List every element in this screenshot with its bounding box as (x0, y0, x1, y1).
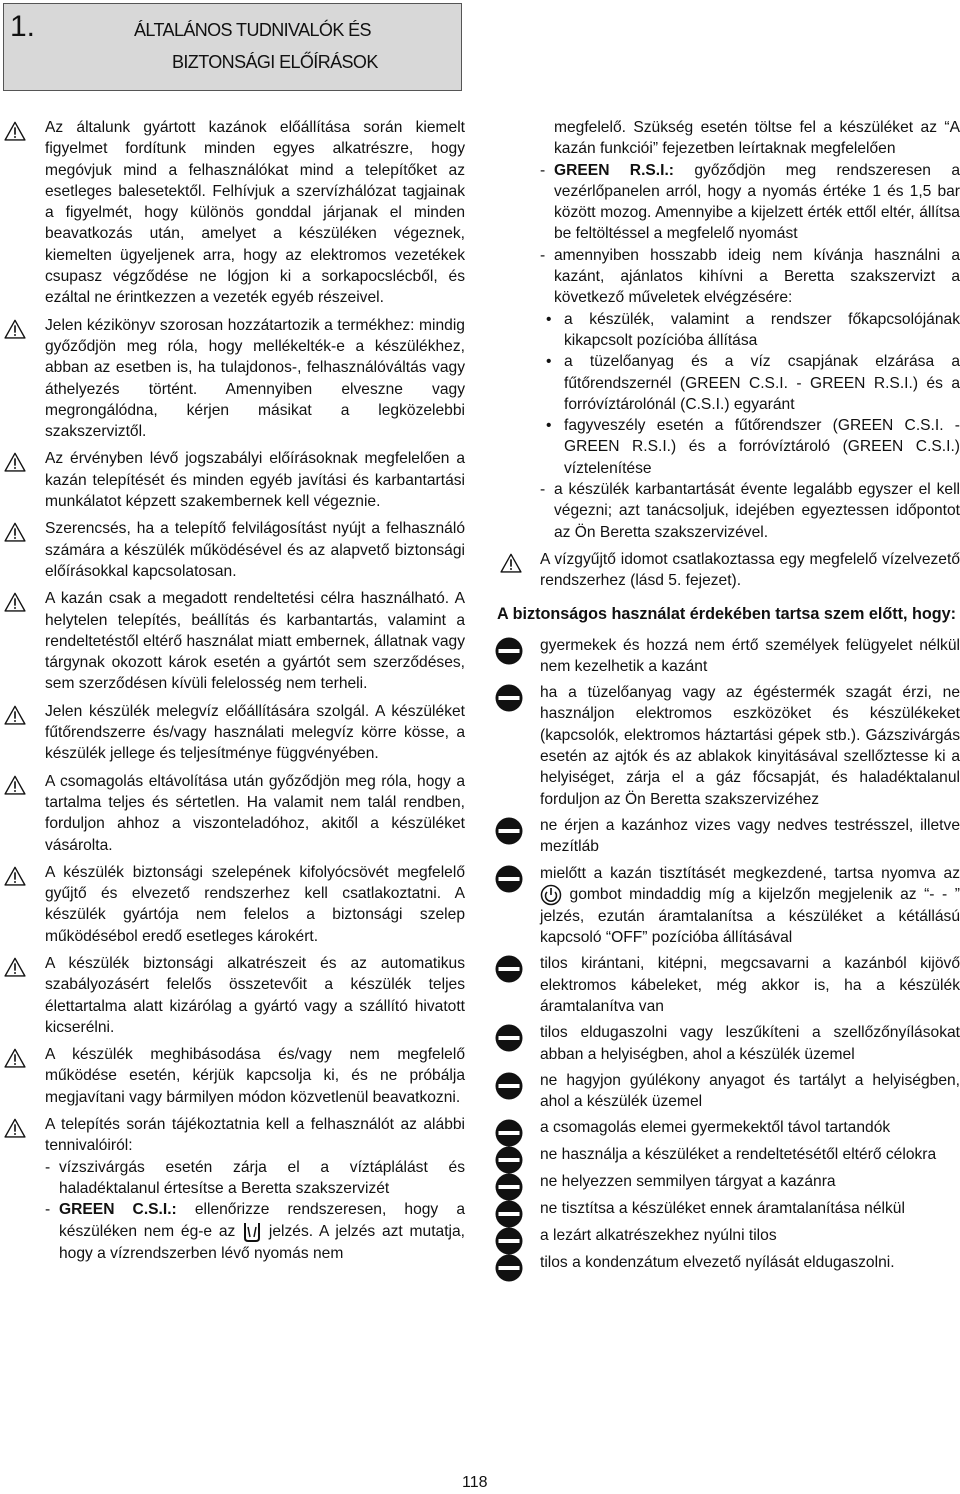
warning-paragraph (0, 315, 465, 443)
rule-text: mielőtt a kazán tisztításét megkezdené, tartsa nyomva az (540, 864, 960, 882)
bullet-text: fagyveszély esetén a fűtőrendszer (GREEN C.S.I. - GREEN R.S.I.) és a forróvíztároló (GREEN C.S.I.) víztelenítése (564, 417, 960, 477)
rule-text: ne tisztítsa a készüléket ennek áramtalanítása nélkül (540, 1200, 905, 1218)
paragraph-text: A készülék meghibásodása és/vagy nem megfelelő működése esetén, kérjük kapcsolja ki, és ne próbálja megjavítani vagy bármilyen módon közvetlenül beavatkozni. (45, 1046, 465, 1106)
prohibition-icon (495, 1173, 523, 1201)
rule-text: ne használja a készüléket a rendeltetésétől eltérő célokra (540, 1146, 937, 1164)
bullet-item (540, 309, 960, 352)
rule-text: tilos kirántani, kitépni, megcsavarni a kazánból kijövő elektromos kábeleket, még akkor is, ha a készülék áramtalanítva van (540, 955, 960, 1015)
bullet-dot: • (546, 417, 552, 435)
warning-icon (500, 552, 522, 574)
prohibition-icon (495, 955, 523, 983)
prohibition-icon (495, 1024, 523, 1052)
rule-item (490, 1252, 960, 1274)
warning-paragraph (0, 771, 465, 856)
warning-icon (4, 956, 26, 978)
bullet-item (540, 415, 960, 479)
warning-paragraph (0, 862, 465, 947)
warning-paragraph (0, 1044, 465, 1108)
warning-icon (4, 120, 26, 142)
paragraph-text: Jelen kézikönyv szorosan hozzátartozik a termékhez: mindig győződjön meg róla, hogy mellékelték-e a készülékhez, abban az esetben is, ha tulajdonos-, felhasználóváltás vagy áthelyezés történt. Amennyiben elveszne vagy megrongálódna, kérjen másikat a legközelebbi szakszerviztől. (45, 316, 465, 441)
warning-icon (4, 865, 26, 887)
dash-item (45, 1199, 465, 1264)
prohibition-icon (495, 817, 523, 845)
rule-text: ne helyezzen semmilyen tárgyat a kazánra (540, 1173, 836, 1191)
prohibition-icon (495, 1200, 523, 1228)
paragraph-text: Az érvényben lévő jogszabályi előírásoknak megfelelően a kazán telepítését és minden egyéb javítási és karbantartási munkálatot képzett szakembernek kell végeznie. (45, 450, 465, 511)
rule-text: a lezárt alkatrészekhez nyúlni tilos (540, 1227, 777, 1245)
rule-item (490, 635, 960, 678)
paragraph-text: A csomagolás eltávolítása után győződjön meg róla, hogy a tartalma teljes és sértetlen. Ha valamit nem talál rendben, forduljon ahhoz a viszonteladóhoz, akitől a készüléket vásárolta. (45, 772, 465, 854)
rule-item (490, 682, 960, 810)
prohibition-icon (495, 1072, 523, 1100)
continued-text: megfelelő. Szükség esetén töltse fel a készüléket az “A kazán funkciói” fejezetben leírtaknak megfelelően (554, 119, 960, 158)
warning-icon (4, 451, 26, 473)
low-pressure-icon (242, 1221, 262, 1243)
rule-text: ne hagyjon gyúlékony anyagot és tartályt a helyiségben, ahol a készülék üzemel (540, 1071, 960, 1111)
rule-text: gyermekek és hozzá nem értő személyek felügyelet nélkül nem kezelhetik a kazánt (540, 636, 960, 675)
prohibition-icon (495, 684, 523, 712)
warning-icon (4, 521, 26, 543)
rule-item (490, 815, 960, 858)
bullet-item (540, 351, 960, 415)
dash-item (45, 1157, 465, 1200)
rule-text: gombot mindaddig míg a kijelzőn megjelenik az “- - ” jelzés, ezután áramtalanítsa a készüléket a kétállású kapcsoló “OFF” pozícióba állításával (540, 885, 960, 947)
paragraph-text: Az általunk gyártott kazánok előállítása során kiemelt figyelmet fordítunk minden egyes alkatrészre, hogy megóvjuk mind a felhasználókat mind a telepítőket az esetleges balesetektől. Felhívjuk a szervízhálózat tagjainak a figyelmét, hogy különös gonddal járjanak el minden beavatkozás után, amelyet a készüléken végeznek, kiemelten ügyeljenek arra, hogy az elektromos vezetékek csupasz végződése ne lógjon ki a sorkapocslécből, és ezáltal ne érintkezzen a vezeték egyéb részeivel. (45, 119, 465, 307)
rule-item (490, 1225, 960, 1247)
bullet-text: a tüzelőanyag és a víz csapjának elzárása a fűtőrendszernél (GREEN C.S.I. - GREEN R.S.I.) és a forróvíztárolónál (C.S.I.) egyaránt (564, 353, 960, 413)
rule-text: ne érjen a kazánhoz vizes vagy nedves testrésszel, illetve mezítláb (540, 816, 960, 856)
power-button-icon (540, 884, 562, 906)
bullet-text: a készülék, valamint a rendszer főkapcsolójának kikapcsolt pozícióba állítása (564, 310, 960, 349)
warning-paragraph (0, 588, 465, 694)
dash-item-text: ellenőrizze rendszeresen, hogy a készüléken nem ég-e az (59, 1201, 465, 1240)
prohibition-icon (495, 1146, 523, 1174)
paragraph-text: A kazán csak a megadott rendeltetési célra használható. A helytelen telepítés, beállítás és karbantartás, valamint a rendeltetéstől eltérő használat miatt embernek, állatnak vagy tárgynak okozott károk esetén a gyártót sem szerződéses, sem szerződésen kívüli felelosség nem terheli. (45, 590, 465, 693)
rule-item (490, 953, 960, 1017)
warning-icon (4, 1047, 26, 1069)
rule-item (490, 1144, 960, 1166)
dash-item-text: amennyiben hosszabb ideig nem kívánja használni a kazánt, ajánlatos kihívni a Beretta szakszervizt a következő műveletek elvégzésére: (554, 246, 960, 307)
rule-text: tilos a kondenzátum elvezető nyílását eldugaszolni. (540, 1254, 895, 1272)
left-column (0, 117, 465, 1264)
rule-item (490, 1070, 960, 1113)
rule-item (490, 863, 960, 949)
rule-item (490, 1171, 960, 1193)
paragraph-text: A telepítés során tájékoztatnia kell a felhasználót az alábbi tennivalóiról: (45, 1116, 465, 1155)
chapter-title-line1: ÁLTALÁNOS TUDNIVALÓK ÉS (134, 20, 371, 40)
rule-item (490, 1117, 960, 1139)
dash-item-text: győződjön meg rendszeresen a vezérlőpanelen arról, hogy a nyomás értéke 1 és 1,5 bar között mozog. Amennyibe a kijelzett érték ettől eltér, állítsa be feltöltéssel a megfelelő nyomást (554, 161, 960, 243)
prohibition-icon (495, 1119, 523, 1147)
warning-icon (4, 704, 26, 726)
paragraph-text: A készülék biztonsági alkatrészeit és az automatikus szabályozásért felelős összetevőit a készülék teljes élettartalma alatt kizárólag a gyártó vagy a szállító hivatott kicserélni. (45, 954, 465, 1036)
model-label: GREEN C.S.I.: (59, 1201, 177, 1219)
dash-item (540, 479, 960, 543)
warning-paragraph (0, 953, 465, 1038)
chapter-number: 1. (10, 10, 36, 43)
installer-duties-list (0, 1157, 465, 1264)
dash-item-text: jelzés. A jelzés azt mutatja, hogy a vízrendszerben lévő nyomás nem (59, 1222, 466, 1262)
bullet-dot: • (546, 310, 552, 328)
prohibition-icon (495, 1254, 523, 1282)
rule-text: a csomagolás elemei gyermekektől távol tartandók (540, 1119, 891, 1137)
warning-icon (4, 318, 26, 340)
warning-icon (4, 774, 26, 796)
warning-paragraph (490, 549, 960, 592)
continued-list (490, 117, 960, 543)
dash-item (540, 160, 960, 245)
warning-icon (4, 591, 26, 613)
right-column (490, 117, 960, 1279)
chapter-title-line2: BIZTONSÁGI ELŐÍRÁSOK (172, 52, 378, 72)
rule-item (490, 1198, 960, 1220)
warning-paragraph (0, 117, 465, 309)
rule-text: tilos eldugaszolni vagy leszűkíteni a szellőzőnyílásokat abban a helyiségben, ahol a készülék üzemel (540, 1024, 960, 1063)
rule-item (490, 1022, 960, 1065)
section-title: A biztonságos használat érdekében tartsa szem előtt, hogy: (497, 604, 957, 623)
dash-item-text: vízszivárgás esetén zárja el a víztáplálást és haladéktalanul értesítse a Beretta szakszervizét (59, 1158, 465, 1197)
dash-item (540, 245, 960, 309)
warning-paragraph (0, 448, 465, 512)
page-number: 118 (462, 1474, 488, 1491)
bullet-dot: • (546, 353, 552, 371)
paragraph-text: A készülék biztonsági szelepének kifolyócsövét megfelelő gyűjtő és elvezető rendszerhez kell csatlakoztatni. A készülék gyártója nem felelos a biztonsági szelep működésébol eredő esetleges károkért. (45, 863, 465, 945)
paragraph-text: Szerencsés, ha a telepítő felvilágosítást nyújt a felhasználó számára a készülék működésével és az alapvető biztonsági előírásokkal kapcsolatosan. (45, 520, 465, 580)
dash-item-text: a készülék karbantartását évente legalább egyszer el kell végezni; azt tanácsoljuk, idejében egyeztessen időpontot az Ön Beretta szakszervizével. (554, 481, 960, 541)
model-label: GREEN R.S.I.: (554, 161, 674, 179)
rule-text: ha a tüzelőanyag vagy az égéstermék szagát érzi, ne használjon elektromos eszközöket és készülékeket (kapcsolók, elektromos háztartási gépek stb.). Gázszivárgás esetén az ajtók és az ablakok kinyitásával szellőztesse ki a helyiséget, zárja el a gáz főcsapját, és haladéktalanul forduljon az Ön Beretta szakszervizéhez (540, 684, 960, 808)
paragraph-text: A vízgyűjtő idomot csatlakoztassa egy megfelelő vízelvezető rendszerhez (lásd 5. fejezet). (540, 550, 960, 590)
prohibition-icon (495, 1227, 523, 1255)
safety-rules-list (490, 635, 960, 1275)
warning-paragraph (0, 1114, 465, 1157)
paragraph-text: Jelen készülék melegvíz előállítására szolgál. A készüléket fűtőrendszerre és/vagy használati melegvíz körre kösse, a készülék jellege és teljesítménye függvényében. (45, 702, 465, 763)
chapter-header (3, 3, 462, 91)
prohibition-icon (495, 637, 523, 665)
warning-paragraph (0, 701, 465, 765)
warning-icon (4, 1117, 26, 1139)
warning-paragraph (0, 518, 465, 582)
prohibition-icon (495, 865, 523, 893)
